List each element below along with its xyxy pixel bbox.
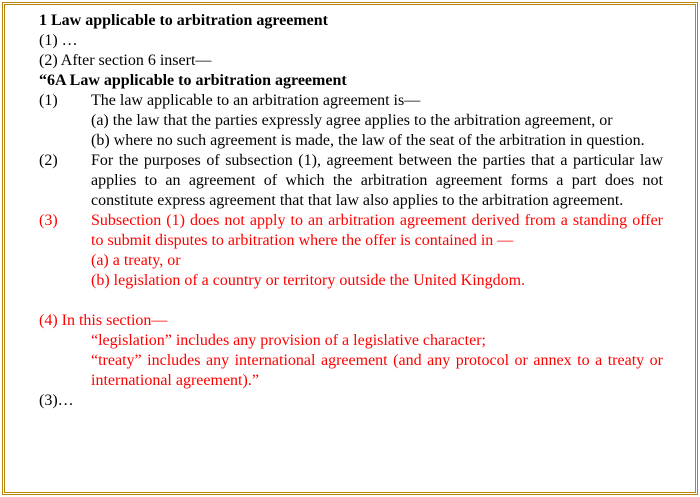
- definition-legislation: “legislation” includes any provision of a legislative character;: [91, 332, 486, 349]
- new-subsection-4: (4) In this section—: [39, 312, 168, 329]
- subsection-text: The law applicable to an arbitration agreement is—: [91, 92, 421, 109]
- subsection-number: (3): [39, 212, 58, 229]
- legislation-document: [39, 11, 663, 411]
- subsection-text: For the purposes of subsection (1), agreement between the parties that a particular law applies to an agreement of which the arbitration agreement forms a part does not constitute express agreement that that law also applies to the arbitration agreement.: [91, 152, 663, 209]
- new-subsection-1: [39, 91, 663, 111]
- definition-treaty: “treaty” includes any international agreement (and any protocol or annex to a treaty or international agreement).”: [91, 352, 663, 389]
- paragraph-b: [91, 131, 663, 151]
- paragraph-text: where no such agreement is made, the law of the seat of the arbitration in question.: [113, 132, 645, 149]
- paragraph-text: the law that the parties expressly agree applies to the arbitration agreement, or: [112, 112, 613, 129]
- paragraph-label: (a): [91, 112, 109, 129]
- subsection-1-placeholder: (1) …: [39, 32, 78, 49]
- subsection-2-instruction: (2) After section 6 insert—: [39, 52, 212, 69]
- new-subsection-3: [39, 211, 663, 251]
- new-section-heading: “6A Law applicable to arbitration agreement: [39, 72, 347, 89]
- document-frame: [2, 2, 698, 495]
- section-heading: 1 Law applicable to arbitration agreement: [39, 12, 329, 29]
- paragraph-a: [91, 111, 663, 131]
- new-subsection-2: [39, 151, 663, 211]
- paragraph-b: (b) legislation of a country or territory outside the United Kingdom.: [91, 272, 526, 289]
- paragraph-a: (a) a treaty, or: [91, 252, 181, 269]
- paragraph-label: (b): [91, 132, 110, 149]
- subsection-number: (2): [39, 152, 58, 169]
- subsection-3-placeholder: (3)…: [39, 392, 74, 409]
- spacer: [39, 291, 663, 311]
- subsection-number: (1): [39, 92, 58, 109]
- subsection-text: Subsection (1) does not apply to an arbitration agreement derived from a standing offer to submit disputes to arbitration where the offer is contained in —: [91, 212, 663, 249]
